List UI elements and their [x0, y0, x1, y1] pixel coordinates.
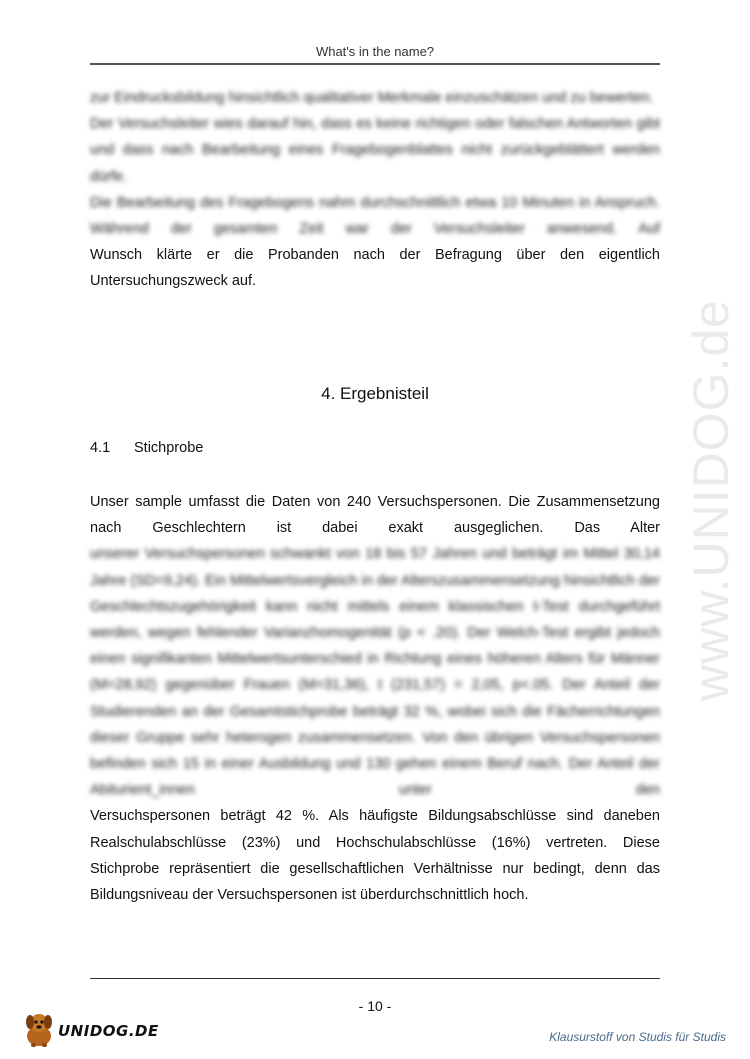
- intro-clear-text: Wunsch klärte er die Probanden nach der Befragung über den eigentlich Untersuchungszweck auf.: [90, 247, 660, 290]
- intro-paragraphs: [90, 85, 660, 295]
- logo-text: UNIDOG.DE: [58, 1022, 159, 1040]
- footer-divider: [90, 978, 660, 979]
- results-clear-end: Versuchspersonen beträgt 42 %. Als häufigste Bildungsabschlüsse sind daneben Realschulabschlüsse (23%) und Hochschulabschlüsse (16%) vertreten. Diese Stichprobe repräsentiert die gesellschaftlichen Verhältnisse nur bedingt, denn das Bildungsniveau der Versuchspersonen ist überdurchschnittlich hoch.: [90, 808, 660, 904]
- results-paragraph: [90, 489, 660, 908]
- dog-icon: [22, 1010, 56, 1048]
- intro-blurred-paragraph-2: Der Versuchsleiter wies darauf hin, dass es keine richtigen oder falschen Antworten gibt und dass nach Bearbeitung eines Fragebogenblattes nicht zurückgeblättert werden dürfe.: [90, 116, 660, 185]
- unidog-logo[interactable]: [22, 1008, 159, 1048]
- subsection-number: 4.1: [90, 440, 111, 456]
- page-number: - 10 -: [358, 998, 392, 1014]
- results-blurred-text: unserer Versuchspersonen schwankt von 18 bis 57 Jahren und beträgt im Mittel 30,14 Jahre (SD=9,24). Ein Mittelwertsvergleich in der Alterszusammensetzung hinsichtlich der Geschlechtszugehörigkeit kann nicht mittels einem klassischen t-Test durchgeführt werden, wegen fehlender Varianzhomogenität (p < .20). Der Welch-Test ergibt jedoch einen signifikanten Mittelwertsunterschied in Richtung eines höheren Alters für Männer (M=28,92) gegenüber Frauen (M=31,36), t (231,57) = 2,05, p<.05. Der Anteil der Studierenden an der Gesamtstichprobe beträgt 32 %, wobei sich die Fächerrichtungen dieser Gruppe sehr heterogen zusammensetzen. Von den übrigen Versuchspersonen befinden sich 15 in einer Ausbildung und 130 gehen einem Beruf nach. Der Anteil der Abiturient_innen unter den: [90, 546, 660, 799]
- results-clear-start: Unser sample umfasst die Daten von 240 Versuchspersonen. Die Zusammensetzung nach Geschlechtern ist dabei exakt ausgeglichen. Das Alter: [90, 494, 660, 537]
- watermark: www.UNIDOG.de: [683, 299, 739, 701]
- running-header: What's in the name?: [315, 44, 435, 59]
- intro-blurred-paragraph-1: zur Eindrucksbildung hinsichtlich qualitativer Merkmale einzuschätzen und zu bewerten.: [90, 90, 654, 106]
- section-heading: 4. Ergebnisteil: [321, 384, 429, 403]
- header-divider: [90, 63, 660, 65]
- subsection-title: Stichprobe: [134, 440, 204, 456]
- subsection-heading: [90, 440, 203, 456]
- footer-tagline: Klausurstoff von Studis für Studis: [549, 1030, 726, 1044]
- intro-blurred-paragraph-3: Die Bearbeitung des Fragebogens nahm durchschnittlich etwa 10 Minuten in Anspruch. Während der gesamten Zeit war der Versuchsleiter anwesend. Auf: [90, 194, 660, 238]
